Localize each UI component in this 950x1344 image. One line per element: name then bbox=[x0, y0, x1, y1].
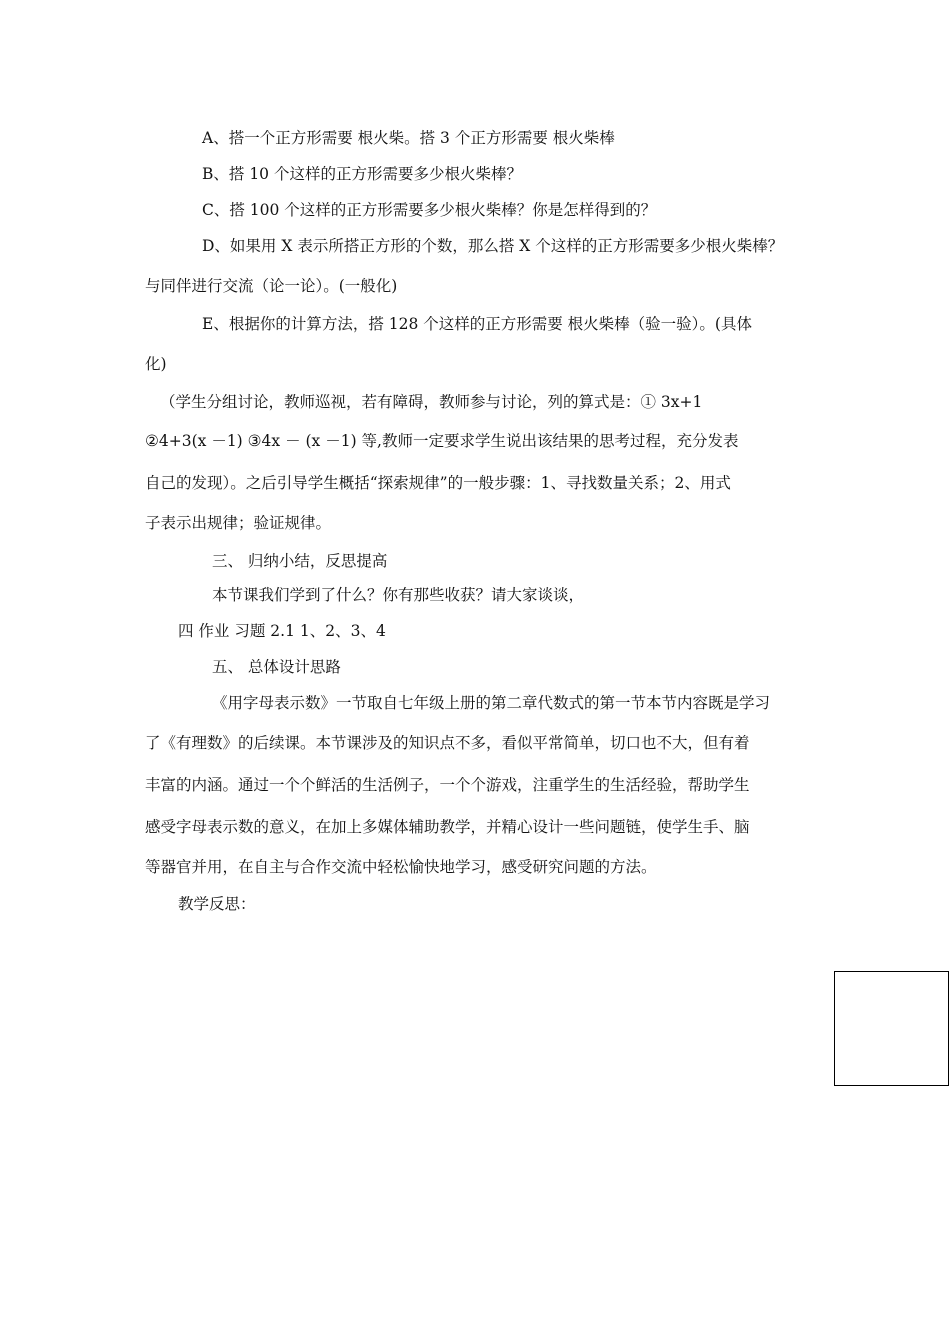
question-e-continued: 化) bbox=[145, 355, 167, 373]
question-e: E、根据你的计算方法，搭 128 个这样的正方形需要 根火柴棒（验一验）。(具体 bbox=[202, 315, 752, 333]
empty-box bbox=[834, 971, 949, 1086]
design-paragraph-line-3: 丰富的内涵。通过一个个鲜活的生活例子，一个个游戏，注重学生的生活经验，帮助学生 bbox=[145, 776, 750, 794]
design-paragraph-line-4: 感受字母表示数的意义，在加上多媒体辅助教学，并精心设计一些问题链，使学生手、脑 bbox=[145, 818, 750, 836]
question-d-continued: 与同伴进行交流（论一论）。(一般化) bbox=[145, 277, 398, 295]
design-paragraph-line-5: 等器官并用，在自主与合作交流中轻松愉快地学习，感受研究问题的方法。 bbox=[145, 858, 657, 876]
discussion-paragraph-line-3: 自己的发现）。之后引导学生概括“探索规律”的一般步骤：1、寻找数量关系；2、用式 bbox=[145, 474, 731, 492]
design-paragraph-line-2: 了《有理数》的后续课。本节课涉及的知识点不多，看似平常简单，切口也不大，但有着 bbox=[145, 734, 750, 752]
question-c: C、搭 100 个这样的正方形需要多少根火柴棒？你是怎样得到的？ bbox=[202, 201, 657, 219]
discussion-paragraph-line-2: ②4+3(x －1) ③4x － (x －1) 等,教师一定要求学生说出该结果的思考过程，充分发表 bbox=[145, 432, 739, 450]
question-b: B、搭 10 个这样的正方形需要多少根火柴棒？ bbox=[202, 165, 522, 183]
summary-prompt: 本节课我们学到了什么？你有那些收获？请大家谈谈， bbox=[212, 586, 585, 604]
question-d: D、如果用 X 表示所搭正方形的个数，那么搭 X 个这样的正方形需要多少根火柴棒？ bbox=[202, 237, 784, 255]
design-paragraph-line-1: 《用字母表示数》一节取自七年级上册的第二章代数式的第一节本节内容既是学习 bbox=[212, 694, 771, 712]
section-heading-summary: 三、 归纳小结，反思提高 bbox=[212, 552, 388, 570]
question-a: A、搭一个正方形需要 根火柴。搭 3 个正方形需要 根火柴棒 bbox=[202, 129, 615, 147]
discussion-paragraph-line-4: 子表示出规律；验证规律。 bbox=[145, 514, 332, 532]
homework-line: 四 作业 习题 2.1 1、2、3、4 bbox=[178, 622, 386, 640]
reflection-label: 教学反思： bbox=[178, 895, 256, 913]
section-heading-design: 五、 总体设计思路 bbox=[212, 658, 341, 676]
discussion-paragraph-line-1: （学生分组讨论，教师巡视，若有障碍，教师参与讨论，列的算式是：① 3x+1 bbox=[160, 393, 703, 411]
